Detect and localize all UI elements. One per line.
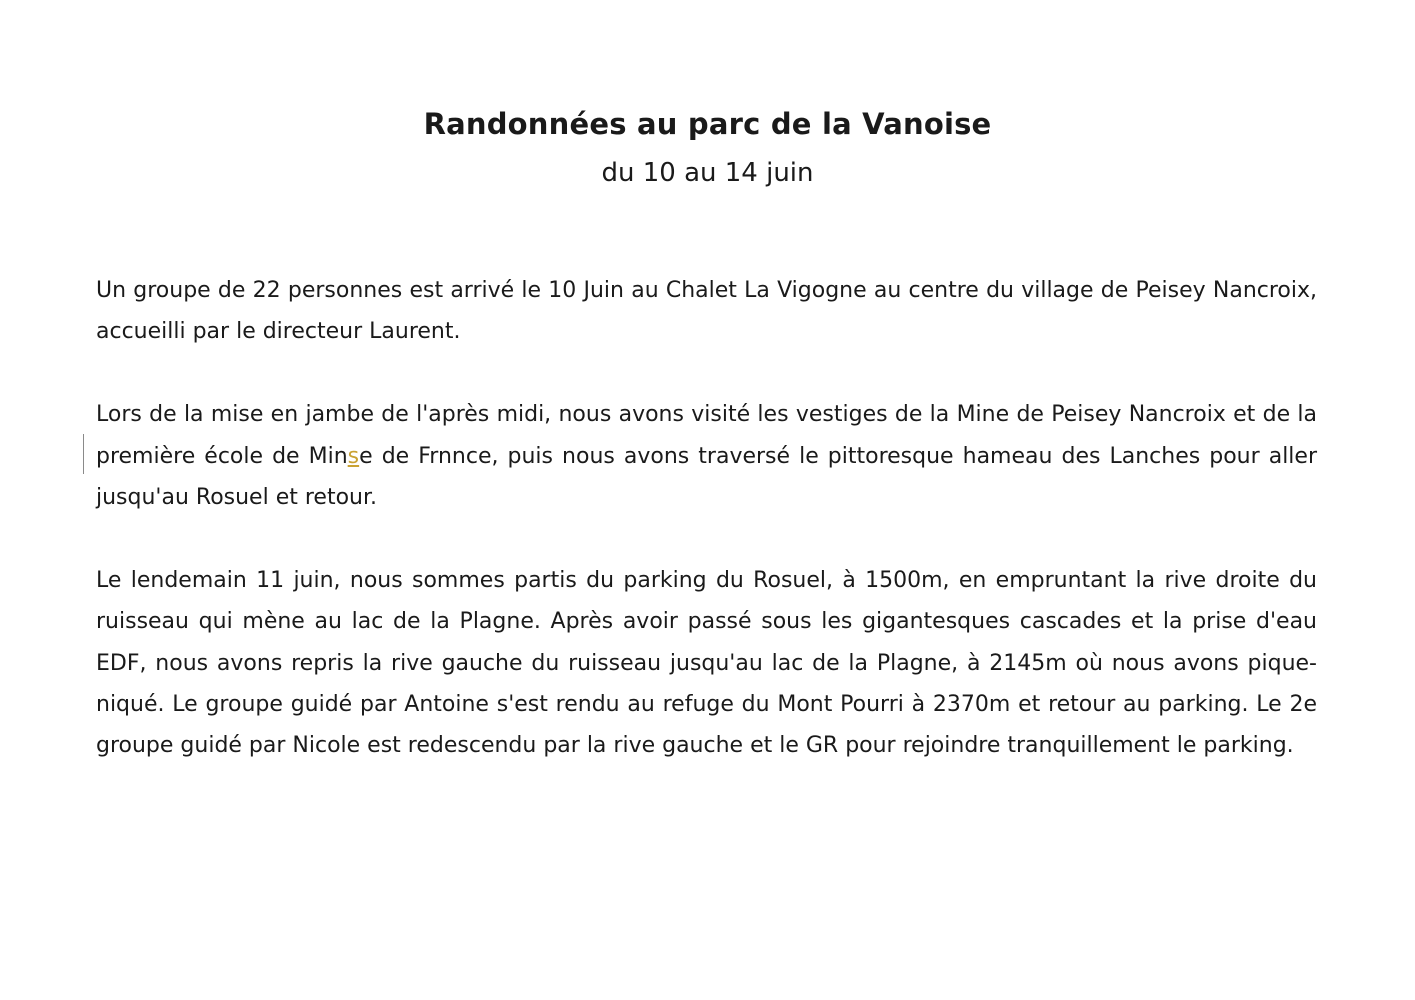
revision-change-bar	[83, 434, 84, 474]
paragraph-second-day: Le lendemain 11 juin, nous sommes partis du parking du Rosuel, à 1500m, en empruntant la rive droite du ruisseau qui mène au lac de la Plagne. Après avoir passé sous les gigantesques cascades et la prise d'eau EDF, nous avons repris la rive gauche du ruisseau jusqu'au lac de la Plagne, à 2145m où nous avons pique-niqué. Le groupe guidé par Antoine s'est rendu au refuge du Mont Pourri à 2370m et retour au parking. Le 2e groupe guidé par Nicole est redescendu par la rive gauche et le GR pour rejoindre tranquillement le parking.	[96, 567, 1317, 759]
paragraph-text-after-revision: e de Frnnce, puis nous avons traversé le pittoresque hameau des Lanches pour aller jusqu'au Rosuel et retour.	[96, 443, 1317, 511]
tracked-insertion[interactable]: s	[347, 443, 360, 469]
paragraph-arrival: Un groupe de 22 personnes est arrivé le 10 Juin au Chalet La Vigogne au centre du village de Peisey Nancroix, accueilli par le directeur Laurent.	[96, 278, 1317, 345]
document-body[interactable]	[96, 270, 1317, 808]
document-title: Randonnées au parc de la Vanoise	[423, 107, 992, 141]
document-subtitle: du 10 au 14 juin	[601, 158, 814, 188]
paragraph-first-afternoon	[96, 394, 1317, 518]
paragraph-text-before-revision: Lors de la mise en jambe de l'après midi, nous avons visité les vestiges de la Mine de Peisey Nancroix et de la première école de Min	[96, 402, 1317, 469]
